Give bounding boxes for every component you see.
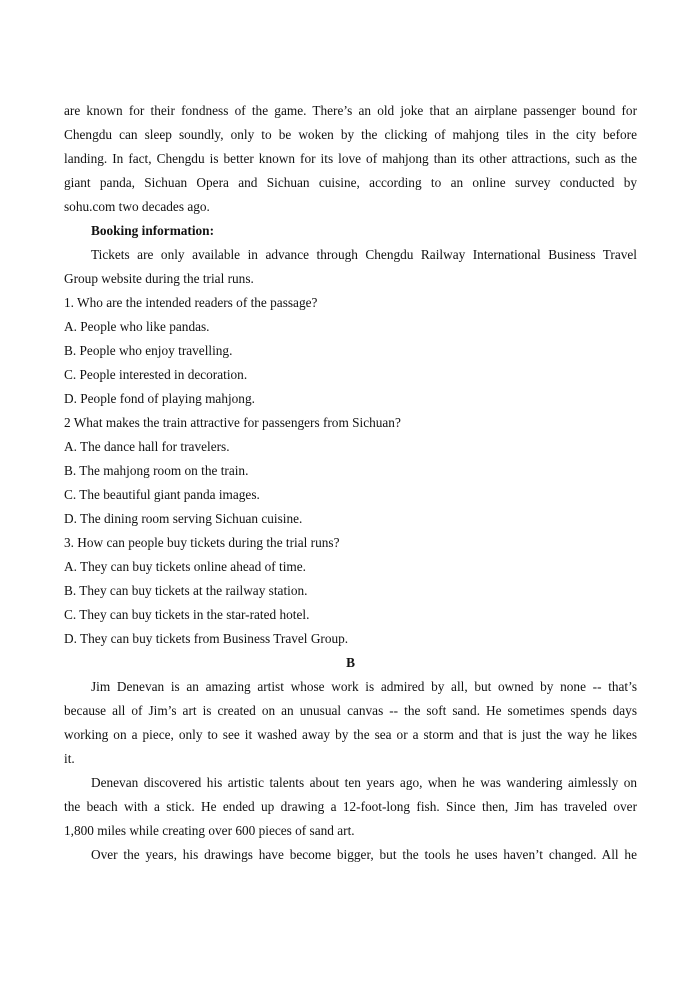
answer-option: C. They can buy tickets in the star-rated hotel.: [64, 607, 310, 622]
question-1: [64, 291, 637, 411]
answer-option: C. The beautiful giant panda images.: [64, 487, 260, 502]
text-line: it.: [64, 751, 75, 766]
text-line: Tickets are only available in advance through Chengdu Railway International Business Travel: [91, 247, 637, 262]
question-2: [64, 411, 637, 531]
answer-option: B. The mahjong room on the train.: [64, 463, 249, 478]
passage-b-paragraph-2: [64, 771, 637, 843]
answer-option: B. People who enjoy travelling.: [64, 343, 233, 358]
question-stem: 3. How can people buy tickets during the trial runs?: [64, 535, 340, 550]
text-line: Denevan discovered his artistic talents about ten years ago, when he was wandering aimlessly on: [91, 775, 637, 790]
answer-option: A. They can buy tickets online ahead of time.: [64, 559, 306, 574]
passage-b-paragraph-3: [64, 843, 637, 867]
answer-option: B. They can buy tickets at the railway station.: [64, 583, 308, 598]
booking-heading: Booking information:: [91, 223, 215, 238]
text-line: because all of Jim’s art is created on an unusual canvas -- the soft sand. He sometimes spends days: [64, 703, 637, 718]
answer-option: D. People fond of playing mahjong.: [64, 391, 255, 406]
passage-a-paragraph: [64, 99, 637, 219]
text-line: Group website during the trial runs.: [64, 271, 254, 286]
text-line: sohu.com two decades ago.: [64, 199, 210, 214]
answer-option: C. People interested in decoration.: [64, 367, 248, 382]
text-line: Over the years, his drawings have become bigger, but the tools he uses haven’t changed. All he: [91, 847, 637, 862]
text-line: Chengdu can sleep soundly, only to be woken by the clicking of mahjong tiles in the city before: [64, 127, 637, 142]
answer-option: A. People who like pandas.: [64, 319, 210, 334]
question-stem: 2 What makes the train attractive for passengers from Sichuan?: [64, 415, 401, 430]
page-content: [64, 99, 637, 867]
text-line: working on a piece, only to see it washed away by the sea or a storm and that is just the way he likes: [64, 727, 637, 742]
section-label: B: [346, 655, 355, 670]
answer-option: A. The dance hall for travelers.: [64, 439, 230, 454]
booking-paragraph: [64, 243, 637, 291]
text-line: are known for their fondness of the game. There’s an old joke that an airplane passenger bound for: [64, 103, 637, 118]
question-3: [64, 531, 637, 651]
text-line: the beach with a stick. He ended up drawing a 12-foot-long fish. Since then, Jim has traveled over: [64, 799, 637, 814]
question-stem: 1. Who are the intended readers of the passage?: [64, 295, 318, 310]
text-line: Jim Denevan is an amazing artist whose work is admired by all, but owned by none -- that’s: [91, 679, 637, 694]
passage-b-paragraph-1: [64, 675, 637, 771]
answer-option: D. They can buy tickets from Business Travel Group.: [64, 631, 349, 646]
text-line: 1,800 miles while creating over 600 pieces of sand art.: [64, 823, 355, 838]
text-line: giant panda, Sichuan Opera and Sichuan cuisine, according to an online survey conducted by: [64, 175, 637, 190]
text-line: landing. In fact, Chengdu is better known for its love of mahjong than its other attractions, such as the: [64, 151, 637, 166]
answer-option: D. The dining room serving Sichuan cuisine.: [64, 511, 303, 526]
